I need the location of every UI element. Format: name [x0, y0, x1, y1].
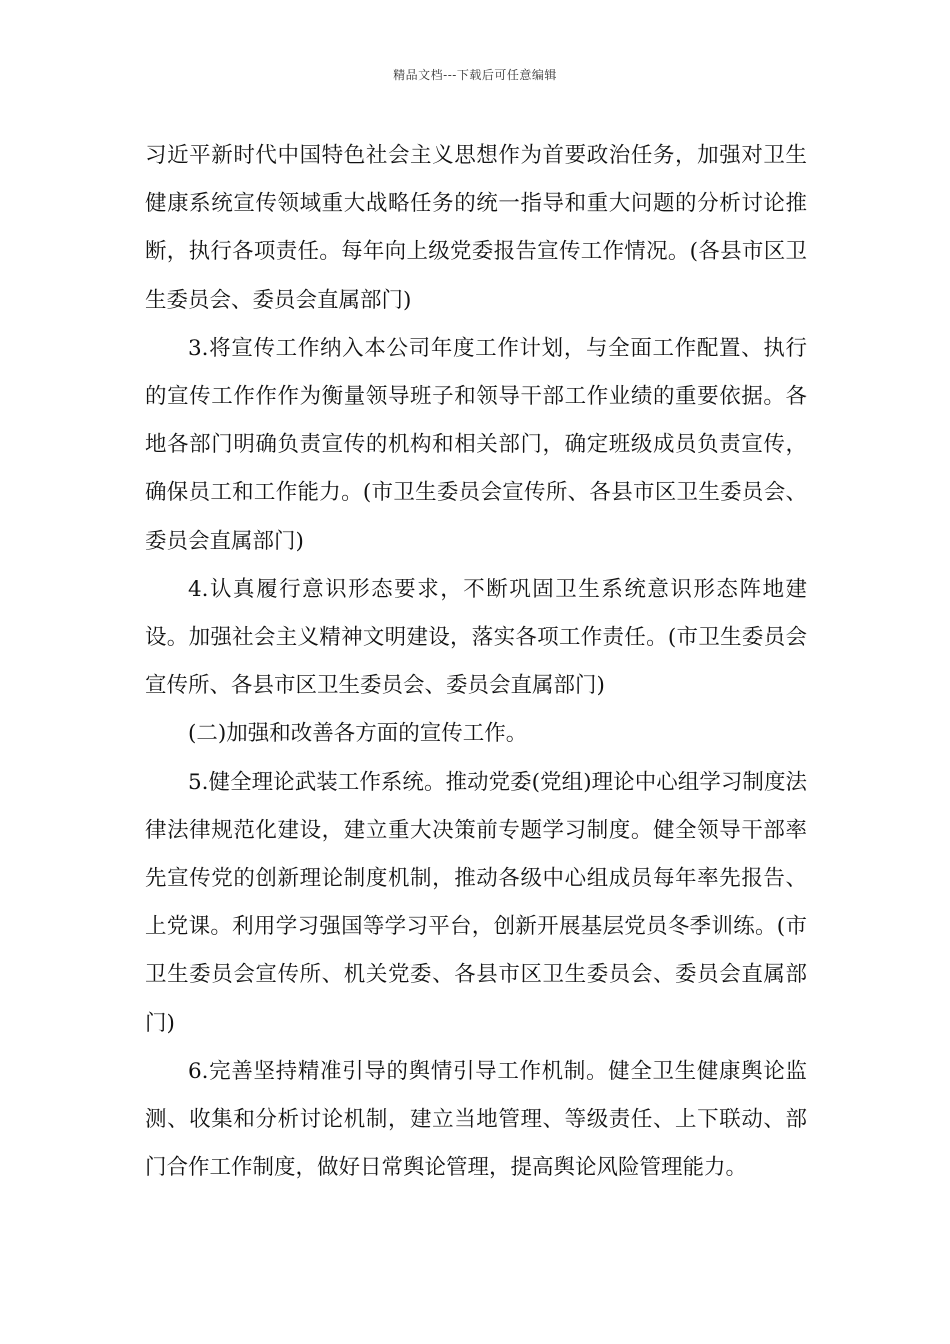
paragraph-item-3: 3.将宣传工作纳入本公司年度工作计划，与全面工作配置、执行的宣传工作作作为衡量领导班子和领导干部工作业绩的重要依据。各地各部门明确负责宣传的机构和相关部门，确定班级成员负责宣传，确保员工和工作能力。(市卫生委员会宣传所、各县市区卫生委员会、委员会直属部门)	[145, 335, 807, 554]
document-body	[145, 132, 807, 1192]
section-heading-2: (二)加强和改善各方面的宣传工作。	[188, 721, 528, 747]
paragraph-item-5: 5.健全理论武装工作系统。推动党委(党组)理论中心组学习制度法律法律规范化建设，建立重大决策前专题学习制度。健全领导干部率先宣传党的创新理论制度机制，推动各级中心组成员每年率先报告、上党课。利用学习强国等学习平台，创新开展基层党员冬季训练。(市卫生委员会宣传所、机关党委、各县市区卫生委员会、委员会直属部门)	[145, 769, 807, 1036]
page-header: 精品文档---下载后可任意编辑	[393, 68, 557, 82]
paragraph-item-4: 4.认真履行意识形态要求，不断巩固卫生系统意识形态阵地建设。加强社会主义精神文明建设，落实各项工作责任。(市卫生委员会宣传所、各县市区卫生委员会、委员会直属部门)	[145, 576, 807, 699]
paragraph-item-6: 6.完善坚持精准引导的舆情引导工作机制。健全卫生健康舆论监测、收集和分析讨论机制，建立当地管理、等级责任、上下联动、部门合作工作制度，做好日常舆论管理，提高舆论风险管理能力。	[145, 1058, 807, 1181]
paragraph-continuation: 习近平新时代中国特色社会主义思想作为首要政治任务，加强对卫生健康系统宣传领域重大战略任务的统一指导和重大问题的分析讨论推断，执行各项责任。每年向上级党委报告宣传工作情况。(各县市区卫生委员会、委员会直属部门)	[145, 143, 807, 313]
